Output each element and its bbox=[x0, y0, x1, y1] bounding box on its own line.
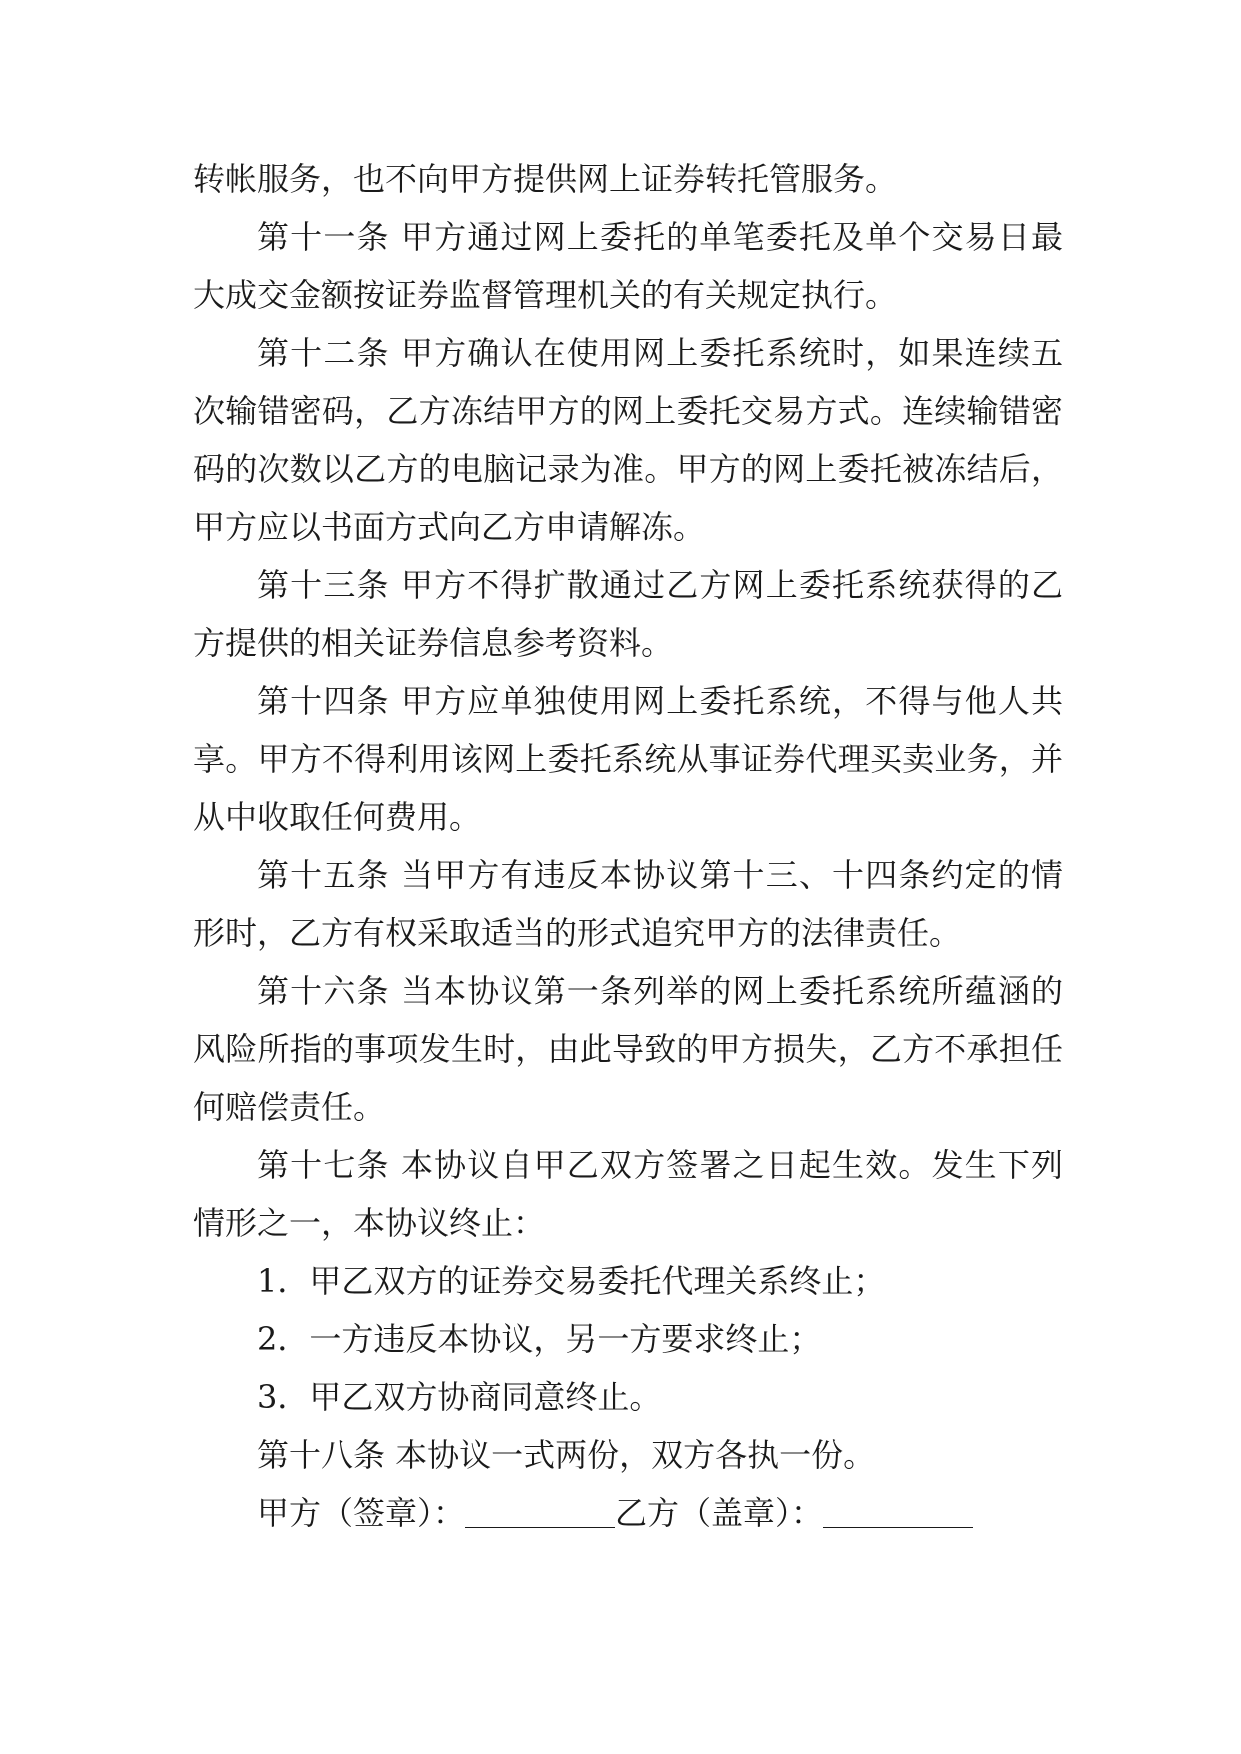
article-12: 第十二条 甲方确认在使用网上委托系统时，如果连续五次输错密码，乙方冻结甲方的网上委托交易方式。连续输错密码的次数以乙方的电脑记录为准。甲方的网上委托被冻结后，甲方应以书面方式向乙方申请解冻。 bbox=[193, 334, 1063, 546]
party-a-signature-label: 甲方（签章）： bbox=[257, 1494, 466, 1532]
paragraph-continuation: 转帐服务，也不向甲方提供网上证券转托管服务。 bbox=[193, 160, 898, 198]
list-item: 2．一方违反本协议，另一方要求终止； bbox=[257, 1320, 822, 1358]
party-a-signature-blank[interactable] bbox=[465, 1497, 615, 1528]
party-b-seal-label: 乙方（盖章）： bbox=[615, 1494, 824, 1532]
article-18: 第十八条 本协议一式两份，双方各执一份。 bbox=[257, 1436, 876, 1474]
article-17: 第十七条 本协议自甲乙双方签署之日起生效。发生下列情形之一，本协议终止： bbox=[193, 1146, 1063, 1242]
article-15: 第十五条 当甲方有违反本协议第十三、十四条约定的情形时，乙方有权采取适当的形式追究甲方的法律责任。 bbox=[193, 856, 1063, 952]
signature-line bbox=[193, 1484, 1063, 1542]
party-b-seal-blank[interactable] bbox=[823, 1497, 973, 1528]
agreement-body bbox=[193, 150, 1063, 1542]
article-14: 第十四条 甲方应单独使用网上委托系统，不得与他人共享。甲方不得利用该网上委托系统从事证券代理买卖业务，并从中收取任何费用。 bbox=[193, 682, 1063, 836]
article-16: 第十六条 当本协议第一条列举的网上委托系统所蕴涵的风险所指的事项发生时，由此导致的甲方损失，乙方不承担任何赔偿责任。 bbox=[193, 972, 1063, 1126]
article-13: 第十三条 甲方不得扩散通过乙方网上委托系统获得的乙方提供的相关证券信息参考资料。 bbox=[193, 566, 1063, 662]
list-item: 3．甲乙双方协商同意终止。 bbox=[257, 1378, 662, 1416]
article-11: 第十一条 甲方通过网上委托的单笔委托及单个交易日最大成交金额按证券监督管理机关的有关规定执行。 bbox=[193, 218, 1063, 314]
list-item: 1．甲乙双方的证券交易委托代理关系终止； bbox=[257, 1262, 886, 1300]
